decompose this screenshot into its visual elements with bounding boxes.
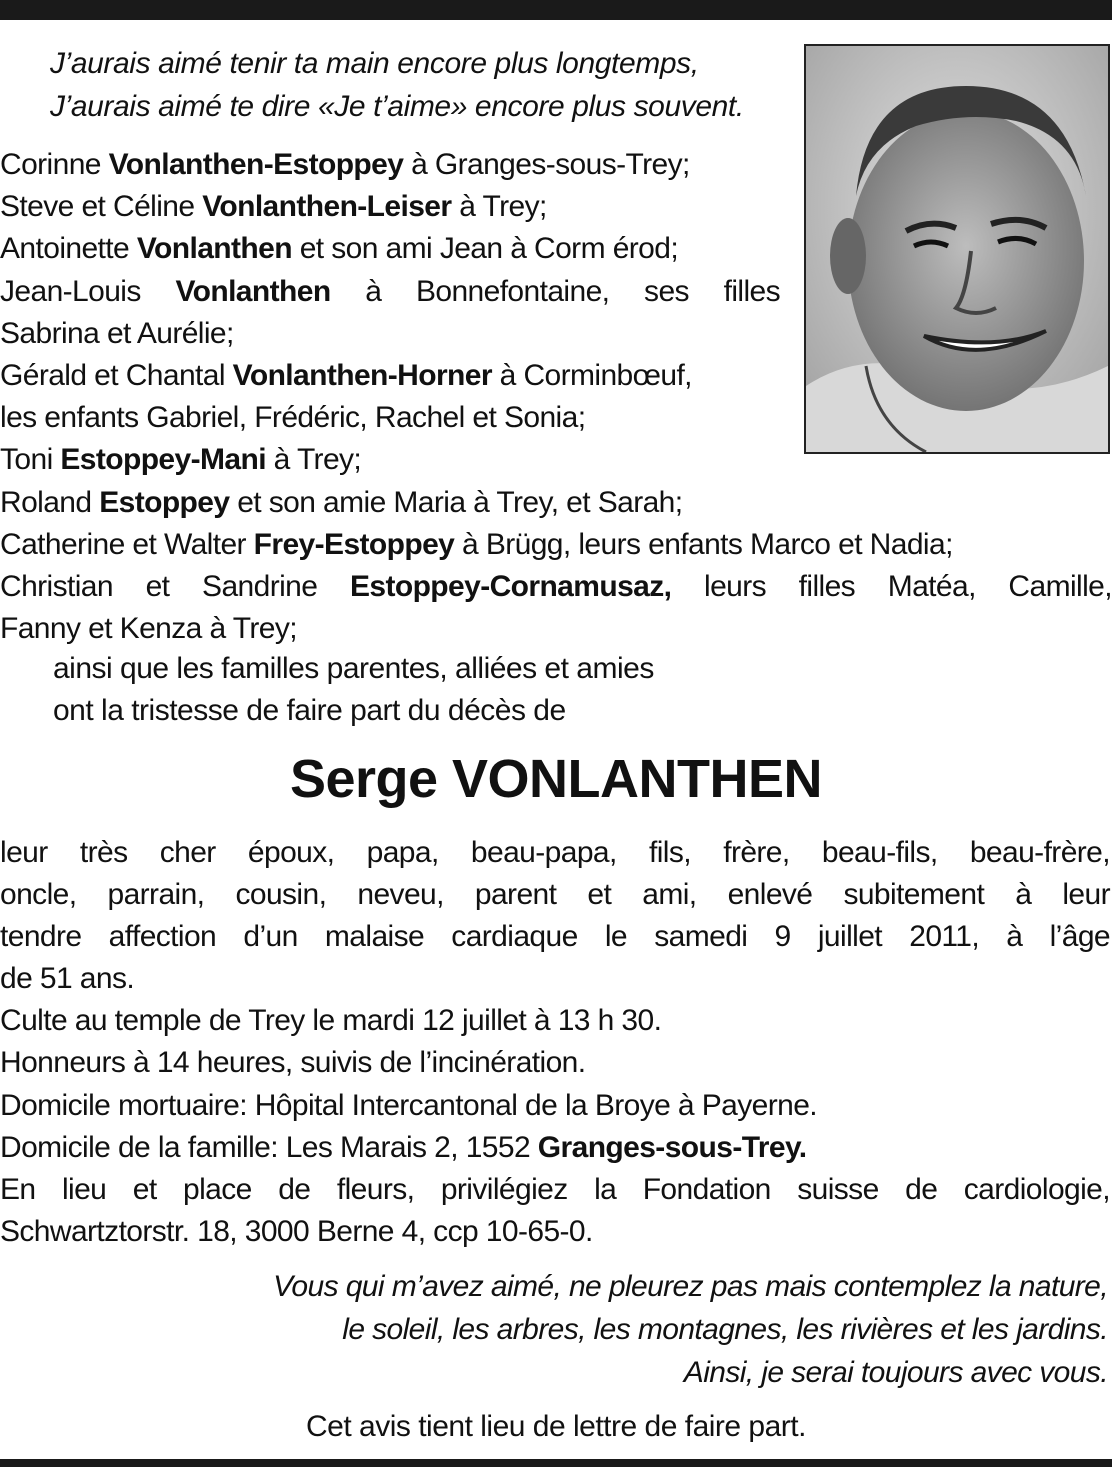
notice-line: Cet avis tient lieu de lettre de faire part. [306, 1410, 806, 1443]
family-surname: Vonlanthen-Leiser [202, 190, 452, 224]
closing-poem [273, 1265, 1108, 1394]
closing-poem-line: Ainsi, je serai toujours avec vous. [683, 1356, 1108, 1389]
family-surname: Frey-Estoppey [253, 527, 455, 561]
family-line: Toni Estoppey-Mani à Trey; [0, 443, 362, 477]
intro-poem [50, 42, 744, 128]
details-line: de 51 ans. [0, 962, 135, 996]
family-surname: Vonlanthen [136, 232, 292, 266]
bottom-rule [0, 1459, 1112, 1467]
intro-poem-line: J’aurais aimé tenir ta main encore plus longtemps, [50, 47, 699, 80]
family-surname: Estoppey-Mani [60, 443, 266, 477]
announcement-line: ainsi que les familles parentes, alliées et amies [53, 652, 654, 685]
family-surname: Estoppey [99, 485, 230, 519]
details-line: tendre affection d’un malaise cardiaque le samedi 9 juillet 2011, à l’âge [0, 920, 1110, 954]
family-line: Corinne Vonlanthen-Estoppey à Granges-sous-Trey; [0, 148, 690, 181]
closing-poem-line: le soleil, les arbres, les montagnes, les rivières et les jardins. [342, 1313, 1108, 1346]
family-home-line: Domicile de la famille: Les Marais 2, 1552 Granges-sous-Trey. [0, 1130, 807, 1164]
family-line: Steve et Céline Vonlanthen-Leiser à Trey; [0, 190, 547, 224]
family-surname: Vonlanthen-Estoppey [108, 148, 404, 181]
family-surname: Vonlanthen-Horner [232, 359, 492, 393]
mortuary-line: Domicile mortuaire: Hôpital Intercantonal de la Broye à Payerne. [0, 1088, 818, 1122]
top-rule [0, 0, 1112, 20]
closing-poem-line: Vous qui m’avez aimé, ne pleurez pas mais contemplez la nature, [273, 1270, 1108, 1303]
details-line: leur très cher époux, papa, beau-papa, fils, frère, beau-fils, beau-frère, [0, 836, 1110, 869]
honours-line: Honneurs à 14 heures, suivis de l’incinération. [0, 1046, 586, 1080]
family-line: Sabrina et Aurélie; [0, 316, 234, 350]
family-surname: Estoppey-Cornamusaz, [349, 570, 672, 604]
family-line: Roland Estoppey et son amie Maria à Trey, et Sarah; [0, 485, 683, 519]
family-line: Catherine et Walter Frey-Estoppey à Brügg, leurs enfants Marco et Nadia; [0, 527, 953, 561]
family-line: Antoinette Vonlanthen et son ami Jean à Corm érod; [0, 232, 679, 266]
details-line: oncle, parrain, cousin, neveu, parent et ami, enlevé subitement à leur [0, 878, 1110, 912]
deceased-name: Serge VONLANTHEN [289, 749, 823, 809]
obituary-details [0, 832, 1110, 1253]
announcement [53, 648, 654, 732]
service-line: Culte au temple de Trey le mardi 12 juillet à 13 h 30. [0, 1004, 662, 1038]
family-line: Fanny et Kenza à Trey; [0, 612, 297, 646]
family-line: les enfants Gabriel, Frédéric, Rachel et Sonia; [0, 401, 586, 435]
intro-poem-line: J’aurais aimé te dire «Je t’aime» encore plus souvent. [50, 90, 744, 123]
flowers-line: Schwartztorstr. 18, 3000 Berne 4, ccp 10-65-0. [0, 1214, 593, 1248]
family-surname: Vonlanthen [175, 274, 331, 308]
announcement-line: ont la tristesse de faire part du décès de [53, 694, 566, 727]
family-home-town: Granges-sous-Trey. [537, 1130, 807, 1164]
family-list [0, 144, 1112, 650]
family-line: Gérald et Chantal Vonlanthen-Horner à Corminbœuf, [0, 359, 692, 393]
family-line: Christian et Sandrine Estoppey-Cornamusaz, leurs filles Matéa, Camille, [0, 570, 1112, 604]
flowers-line: En lieu et place de fleurs, privilégiez la Fondation suisse de cardiologie, [0, 1172, 1110, 1206]
family-line: Jean-Louis Vonlanthen à Bonnefontaine, ses filles [0, 274, 781, 308]
